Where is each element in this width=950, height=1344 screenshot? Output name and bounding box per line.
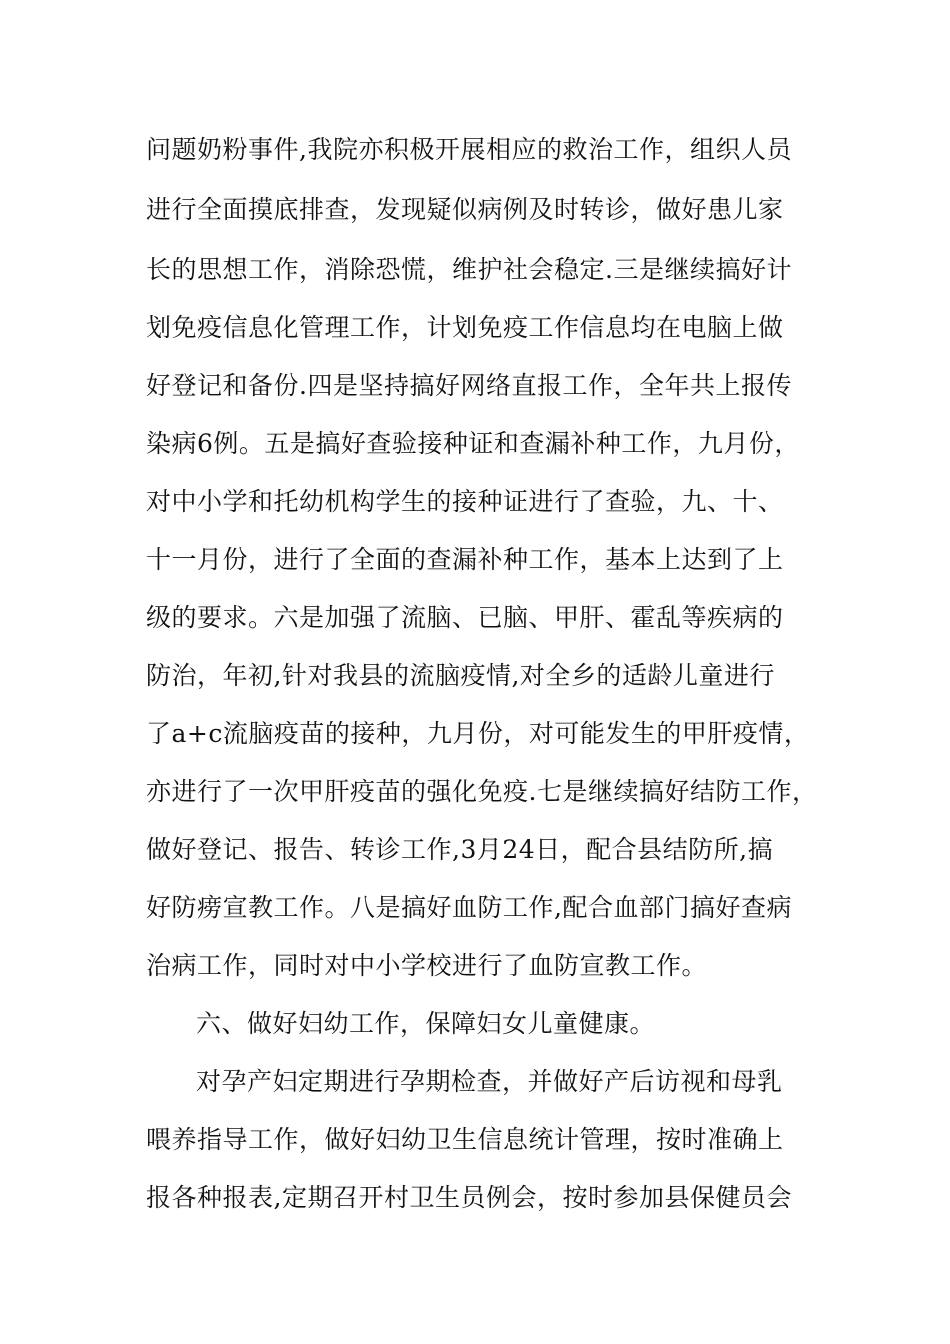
paragraph-line: 问题奶粉事件,我院亦积极开展相应的救治工作，组织人员: [146, 135, 792, 164]
paragraph-line: 报各种报表,定期召开村卫生员例会，按时参加县保健员会: [146, 1183, 792, 1212]
paragraph-line: 治病工作，同时对中小学校进行了血防宣教工作。: [146, 951, 708, 980]
section-heading: 六、做好妇幼工作，保障妇女儿童健康。: [196, 1009, 656, 1038]
paragraph-line: 级的要求。六是加强了流脑、已脑、甲肝、霍乱等疾病的: [146, 603, 784, 632]
paragraph-line: 对孕产妇定期进行孕期检查，并做好产后访视和母乳: [196, 1067, 783, 1096]
paragraph-line: 防治，年初,针对我县的流脑疫情,对全乡的适龄儿童进行: [146, 661, 775, 690]
paragraph-line: 亦进行了一次甲肝疫苗的强化免疫.七是继续搞好结防工作，: [146, 777, 818, 806]
paragraph-line: 划免疫信息化管理工作，计划免疫工作信息均在电脑上做: [146, 313, 784, 342]
paragraph-line: 做好登记、报告、转诊工作,3月24日，配合县结防所,搞: [146, 835, 774, 864]
paragraph-line: 十一月份，进行了全面的查漏补种工作，基本上达到了上: [146, 545, 784, 574]
paragraph-line: 喂养指导工作，做好妇幼卫生信息统计管理，按时准确上: [146, 1125, 784, 1154]
paragraph-line: 对中小学和托幼机构学生的接种证进行了查验，九、十、: [146, 487, 784, 516]
paragraph-line: 好防痨宣教工作。八是搞好血防工作,配合血部门搞好查病: [146, 893, 792, 922]
paragraph-line: 进行全面摸底排查，发现疑似病例及时转诊，做好患儿家: [146, 195, 784, 224]
paragraph-line: 好登记和备份.四是坚持搞好网络直报工作，全年共上报传: [146, 371, 792, 400]
paragraph-line: 染病6例。五是搞好查验接种证和查漏补种工作，九月份，: [146, 429, 800, 458]
paragraph-line: 长的思想工作，消除恐慌，维护社会稳定.三是继续搞好计: [146, 255, 792, 284]
paragraph-line: 了a+c流脑疫苗的接种，九月份，对可能发生的甲肝疫情，: [146, 719, 810, 748]
